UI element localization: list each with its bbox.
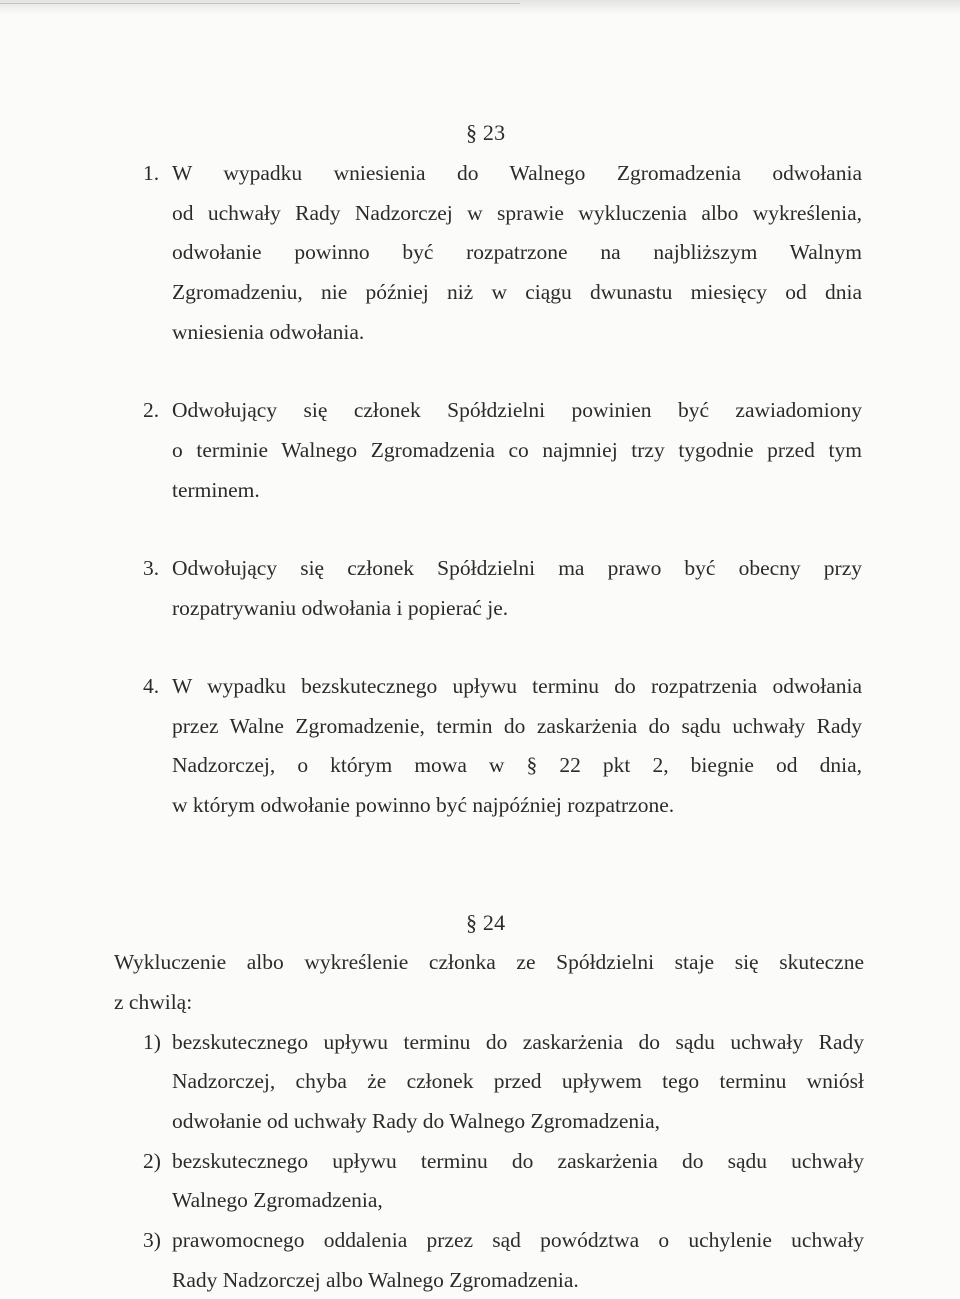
text-line: odwołanie powinno być rozpatrzone na najbliższym Walnym (172, 240, 862, 264)
item-number: 1. (143, 161, 160, 185)
item-number: 3) (143, 1228, 161, 1252)
text-line: rozpatrywaniu odwołania i popierać je. (172, 596, 509, 620)
text-line: Walnego Zgromadzenia, (172, 1188, 383, 1212)
text-line: od uchwały Rady Nadzorczej w sprawie wykluczenia albo wykreślenia, (172, 201, 862, 225)
text-line: o terminie Walnego Zgromadzenia co najmniej trzy tygodnie przed tym (172, 438, 862, 462)
item-number: 4. (143, 674, 160, 698)
text-line: odwołanie od uchwały Rady do Walnego Zgromadzenia, (172, 1109, 661, 1133)
text-line: Odwołujący się członek Spółdzielni powinien być zawiadomiony (172, 398, 862, 422)
text-line: w którym odwołanie powinno być najpóźniej rozpatrzone. (172, 793, 675, 817)
text-line: W wypadku bezskutecznego upływu terminu do rozpatrzenia odwołania (172, 674, 862, 698)
text-line: Odwołujący się członek Spółdzielni ma prawo być obecny przy (172, 556, 862, 580)
text-line: bezskutecznego upływu terminu do zaskarżenia do sądu uchwały (172, 1149, 864, 1173)
text-line: z chwilą: (114, 990, 193, 1014)
text-line: Nadzorczej, chyba że członek przed upływem tego terminu wniósł (172, 1069, 864, 1093)
text-line: Nadzorczej, o którym mowa w § 22 pkt 2, biegnie od dnia, (172, 753, 862, 777)
text-line: Zgromadzeniu, nie później niż w ciągu dwunastu miesięcy od dnia (172, 280, 862, 304)
section-24-heading: § 24 (466, 910, 506, 935)
text-line: Wykluczenie albo wykreślenie członka ze Spółdzielni staje się skuteczne (114, 950, 864, 974)
text-line: prawomocnego oddalenia przez sąd powództwa o uchylenie uchwały (172, 1228, 864, 1252)
text-line: Rady Nadzorczej albo Walnego Zgromadzenia. (172, 1268, 579, 1292)
text-line: bezskutecznego upływu terminu do zaskarżenia do sądu uchwały Rady (172, 1030, 864, 1054)
item-number: 2) (143, 1149, 161, 1173)
item-number: 2. (143, 398, 160, 422)
item-number: 3. (143, 556, 160, 580)
item-number: 1) (143, 1030, 161, 1054)
text-line: W wypadku wniesienia do Walnego Zgromadzenia odwołania (172, 161, 862, 185)
section-23-heading: § 23 (466, 120, 506, 145)
text-line: wniesienia odwołania. (172, 320, 365, 344)
text-line: przez Walne Zgromadzenie, termin do zaskarżenia do sądu uchwały Rady (172, 714, 862, 738)
text-line: terminem. (172, 478, 260, 502)
